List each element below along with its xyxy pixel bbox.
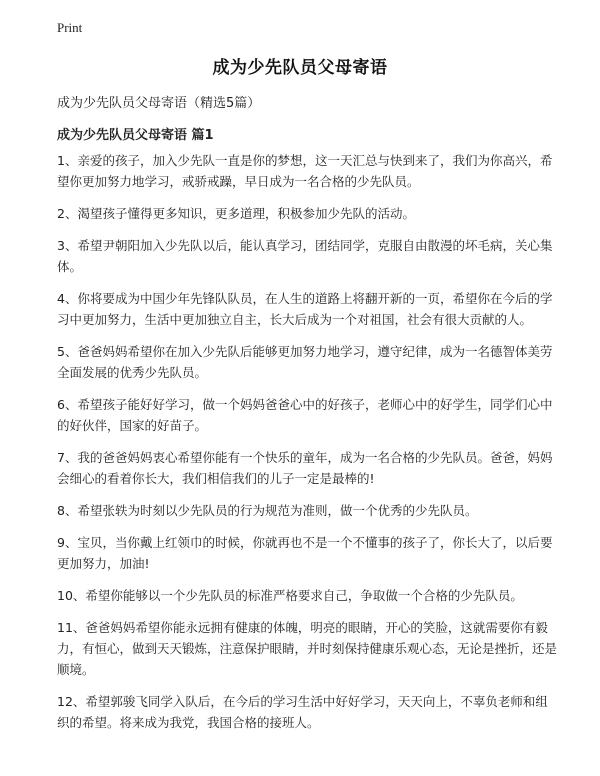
document-title: 成为少先队员父母寄语 [212,58,388,78]
message-item-10: 10、希望你能够以一个少先队员的标准严格要求自己，争取做一个合格的少先队员。 [57,588,523,603]
message-item-5: 5、爸爸妈妈希望你在加入少先队后能够更加努力地学习，遵守纪律，成为一名德智体美劳全面发展的优秀少先队员。 [57,344,553,380]
message-item-7: 7、我的爸爸妈妈衷心希望你能有一个快乐的童年，成为一名合格的少先队员。爸爸，妈妈会细心的看着你长大，我们相信我们的儿子一定是最棒的! [57,450,553,486]
message-list [57,150,557,744]
print-link[interactable]: Print [57,20,83,35]
message-item-9: 9、宝贝，当你戴上红领巾的时候，你就再也不是一个不懂事的孩子了，你长大了，以后要更加努力，加油! [57,535,553,571]
message-item-11: 11、爸爸妈妈希望你能永远拥有健康的体魄，明亮的眼睛，开心的笑脸，这就需要你有毅力，有恒心，做到天天锻炼，注意保护眼睛，并时刻保持健康乐观心态，无论是挫折，还是顺境。 [57,620,558,677]
message-item-6: 6、希望孩子能好好学习，做一个妈妈爸爸心中的好孩子，老师心中的好学生，同学们心中的好伙伴，国家的好苗子。 [57,397,553,433]
message-item-12: 12、希望郭骏飞同学入队后，在今后的学习生活中好好学习，天天向上，不辜负老师和组织的希望。将来成为我党，我国合格的接班人。 [57,694,548,730]
message-item-4: 4、你将要成为中国少年先锋队队员，在人生的道路上将翻开新的一页，希望你在今后的学习中更加努力，生活中更加独立自主，长大后成为一个对祖国，社会有很大贡献的人。 [57,291,553,327]
document-subtitle: 成为少先队员父母寄语（精选5篇） [57,96,261,111]
message-item-1: 1、亲爱的孩子，加入少先队一直是你的梦想，这一天汇总与快到来了，我们为你高兴，希望你更加努力地学习，戒骄戒躁，早日成为一名合格的少先队员。 [57,153,553,189]
message-item-8: 8、希望张轶为时刻以少先队员的行为规范为准则，做一个优秀的少先队员。 [57,503,478,518]
message-item-2: 2、渴望孩子懂得更多知识，更多道理，积极参加少先队的活动。 [57,206,415,221]
section-heading: 成为少先队员父母寄语 篇1 [57,128,214,143]
message-item-3: 3、希望尹朝阳加入少先队以后，能认真学习，团结同学，克服自由散漫的坏毛病，关心集体。 [57,238,553,274]
